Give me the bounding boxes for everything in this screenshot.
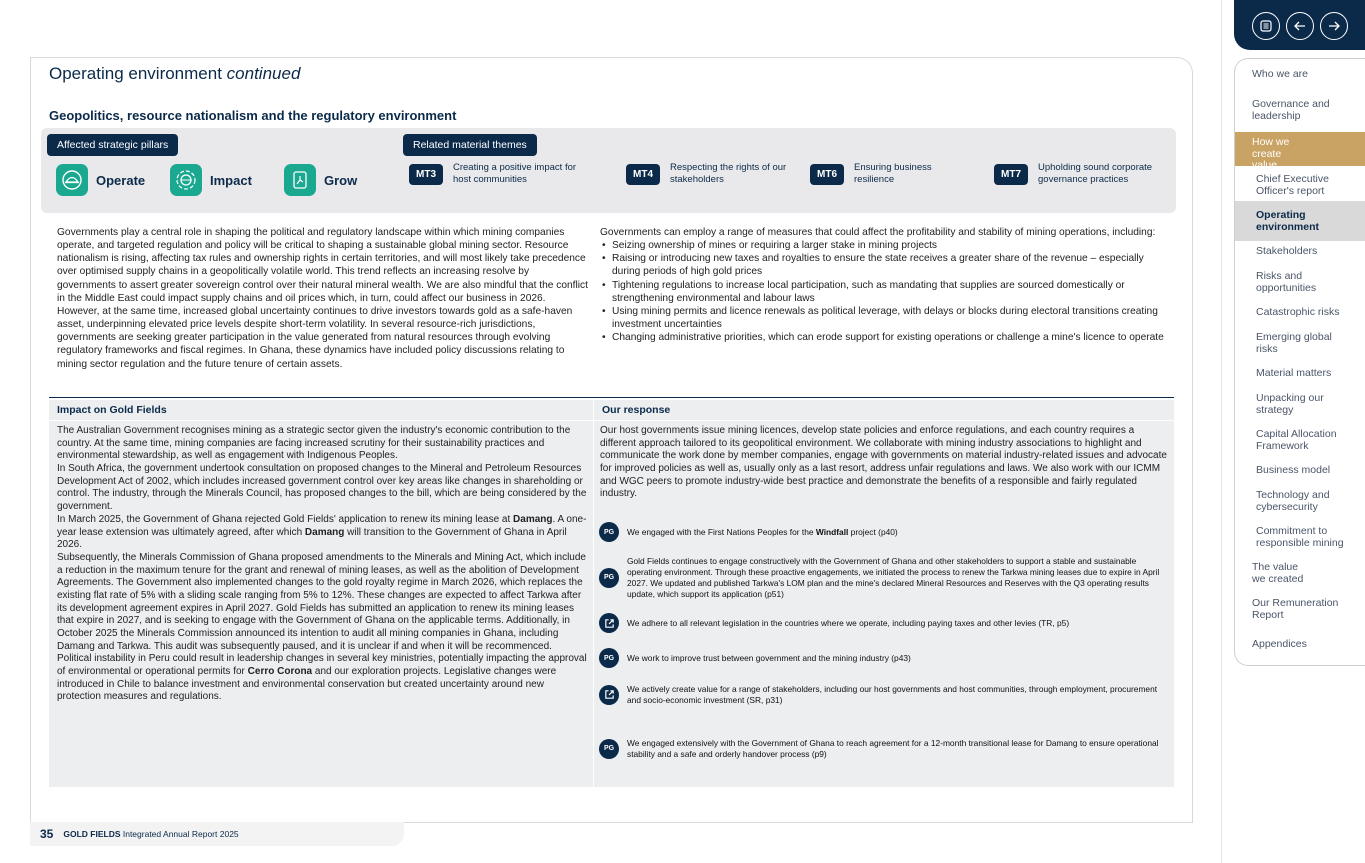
nav-toolbar	[1234, 0, 1365, 50]
nav-item[interactable]: Unpacking our strategy	[1256, 392, 1324, 416]
external-link-icon	[599, 685, 619, 705]
list-item: • Tightening regulations to increase local participation, such as mandating that supplies are sourced domestically or strengthening environmental and labour laws	[600, 279, 1165, 305]
response-item	[599, 648, 1171, 668]
theme-code: MT3	[409, 164, 443, 185]
response-text: We engaged extensively with the Government of Ghana to reach agreement for a 12-month transitional lease for Damang to ensure operational stability and a safe and orderly handover process (p9)	[627, 738, 1159, 759]
pg-icon: PG	[599, 568, 619, 588]
response-item	[599, 522, 1171, 542]
section-nav	[1234, 58, 1365, 666]
themes-tag: Related material themes	[403, 134, 537, 156]
nav-item[interactable]: Stakeholders	[1256, 245, 1318, 257]
impact-paragraph: In March 2025, the Government of Ghana rejected Gold Fields' application to renew its mining lease at Damang. A one-year lease extension was ultimately agreed, after which Damang will transition to the Government of Ghana in April 2026.	[57, 513, 587, 551]
globe-cycle-icon	[170, 164, 202, 196]
theme-text: Ensuring business resilience	[854, 162, 932, 185]
nav-item[interactable]: Our Remuneration Report	[1252, 597, 1339, 621]
nav-item-current[interactable]: Operating environment	[1235, 201, 1365, 241]
card-left-border	[30, 57, 31, 823]
back-button[interactable]	[1286, 12, 1314, 40]
intro-right-lead: Governments can employ a range of measures that could affect the profitability and stability of mining operations, including:	[600, 227, 1156, 238]
nav-item[interactable]: Technology and cybersecurity	[1256, 489, 1330, 513]
response-item[interactable]	[599, 613, 1171, 633]
response-heading: Our response	[593, 400, 1174, 420]
pillar-operate[interactable]	[56, 164, 145, 196]
pg-icon: PG	[599, 739, 619, 759]
nav-item[interactable]: Capital Allocation Framework	[1256, 428, 1337, 452]
response-item	[599, 738, 1171, 760]
list-item: • Seizing ownership of mines or requiring a larger stake in mining projects	[600, 239, 1165, 252]
response-text: We engaged with the First Nations Peoples for the Windfall project (p40)	[627, 526, 898, 537]
intro-right	[600, 226, 1165, 344]
nav-item[interactable]: The value we created	[1252, 561, 1304, 585]
page-number: 35	[40, 827, 54, 841]
nav-item[interactable]: Catastrophic risks	[1256, 306, 1340, 318]
nav-item-active-section[interactable]: How we create value	[1235, 132, 1365, 166]
response-text: We work to improve trust between government and the mining industry (p43)	[627, 652, 911, 663]
response-item	[599, 556, 1171, 600]
pillars-tag: Affected strategic pillars	[47, 134, 178, 156]
response-text: Gold Fields continues to engage constructively with the Government of Ghana and other stakeholders to support a stable and sustainable operating environment. Through these proactive engagements, we initiated the process to renew the Tarkwa mining leases due to expire in April 2027. We updated and published Tarkwa's LOM plan and the mine's declared Mineral Resources and Reserves with the Q3 operating results update, which support its application (p51)	[627, 556, 1160, 599]
growth-icon	[284, 164, 316, 196]
impact-paragraph: Subsequently, the Minerals Commission of Ghana proposed amendments to the Minerals and Mining Act, which include a reduction in the maximum tenure for the grant and renewal of mining leases, as well as the abolition of Development Agreements. The Government also implemented changes to the gold royalty regime in March 2026, which replaces the existing flat rate of 5% with a sliding scale ranging from 5% to 12%. These changes are expected to affect Tarkwa after its development agreement expires in April 2027. Gold Fields has submitted an application to renew its mining leases that expire in 2027, and is seeking to engage with the Government of Ghana on the applicable terms. Additionally, in October 2025 the Minerals Commission announced its intention to audit all mining companies in Ghana, including Damang and Tarkwa. This audit was subsequently paused, and it is unclear if and when it will be recommenced.	[57, 551, 586, 652]
nav-item[interactable]: Commitment to responsible mining	[1256, 525, 1344, 549]
theme-code: MT7	[994, 164, 1028, 185]
nav-item[interactable]: Business model	[1256, 464, 1331, 476]
nav-item[interactable]: Chief Executive Officer's report	[1256, 173, 1329, 197]
hard-hat-icon	[56, 164, 88, 196]
nav-item[interactable]: Who we are	[1252, 68, 1309, 80]
pillar-label: Impact	[210, 172, 252, 188]
nav-item[interactable]: Governance and leadership	[1252, 98, 1330, 122]
theme-mt6[interactable]	[810, 162, 954, 186]
impact-paragraph: In South Africa, the government undertook consultation on proposed changes to the Mineral and Petroleum Resources Development Act of 2002, which includes increased government control over key areas like changes in shareholding or control. The industry, through the Minerals Council, has proposed changes to the bill, which are being considered by the government.	[57, 463, 587, 513]
nav-item[interactable]: Material matters	[1256, 367, 1332, 379]
theme-text: Respecting the rights of our stakeholders	[670, 162, 787, 185]
response-item[interactable]	[599, 684, 1171, 706]
nav-item[interactable]: Appendices	[1252, 638, 1307, 650]
theme-code: MT6	[810, 164, 844, 185]
pillar-impact[interactable]	[170, 164, 252, 196]
page-footer	[30, 822, 404, 846]
theme-code: MT4	[626, 164, 660, 185]
pg-icon: PG	[599, 522, 619, 542]
page-title: Operating environment continued	[49, 64, 301, 83]
response-text: We adhere to all relevant legislation in the countries where we operate, including paying taxes and other levies (TR, p5)	[627, 617, 1070, 628]
theme-mt3[interactable]	[409, 162, 593, 186]
forward-button[interactable]	[1320, 12, 1348, 40]
impact-heading: Impact on Gold Fields	[49, 400, 593, 420]
nav-separator	[1221, 0, 1222, 863]
list-item: • Raising or introducing new taxes and royalties to ensure the state receives a greater share of the revenue – especially during periods of high gold prices	[600, 252, 1165, 278]
pillar-label: Grow	[324, 172, 358, 188]
impact-paragraph: The Australian Government recognises mining as a strategic sector given the industry's economic contribution to the country. At the same time, mining companies are facing increased scrutiny for their sustainability practices and environmental stewardship, as well as engagement with Indigenous Peoples.	[57, 425, 571, 462]
pillar-grow[interactable]	[284, 164, 357, 196]
nav-item[interactable]: Emerging global risks	[1256, 331, 1332, 355]
response-intro: Our host governments issue mining licences, develop state policies and enforce regulations, and each country requires a different approach tailored to its geopolitical environment. We collaborate with mining industry associations to highlight and communicate the work done by member companies, engage with governments on material industry-related issues and advocate for improved policies as well as, usually only as a last resort, address unfair regulations and laws. We also work with our ICMM and WGC peers to promote industry-wide best practice and demonstrate the benefits of a responsible and fairly regulated industry.	[600, 425, 1167, 500]
theme-mt7[interactable]	[994, 162, 1158, 186]
section-title: Geopolitics, resource nationalism and the regulatory environment	[49, 108, 457, 123]
list-item: • Changing administrative priorities, which can erode support for existing operations or challenge a mine's licence to operate	[600, 331, 1165, 344]
report-title: GOLD FIELDS Integrated Annual Report 2025	[63, 829, 239, 839]
nav-item[interactable]: Risks and opportunities	[1256, 270, 1317, 294]
impact-body	[57, 425, 589, 704]
measures-list	[600, 239, 1165, 344]
arrow-right-icon	[1327, 19, 1341, 33]
pillar-label: Operate	[96, 172, 146, 188]
response-text: We actively create value for a range of stakeholders, including our host governments and host communities, through employment, procurement and socio-economic investment (SR, p31)	[627, 684, 1158, 705]
impact-paragraph: Political instability in Peru could result in leadership changes in several key ministries, potentially impacting the approval of environmental or operational permits for Cerro Corona and our exploration projects. Legislative changes were introduced in Chile to balance investment and environmental conservation but created uncertainty around new protection measures and regulations.	[57, 653, 587, 703]
contents-button[interactable]	[1252, 12, 1280, 40]
theme-mt4[interactable]	[626, 162, 795, 186]
theme-text: Creating a positive impact for host communities	[453, 162, 577, 185]
divider	[49, 397, 1174, 398]
external-link-icon	[599, 613, 619, 633]
list-item: • Using mining permits and licence renewals as political leverage, with delays or blocks during electoral transitions creating investment uncertainties	[600, 305, 1165, 331]
pg-icon: PG	[599, 648, 619, 668]
arrow-left-icon	[1293, 19, 1307, 33]
theme-text: Upholding sound corporate governance practices	[1038, 162, 1153, 185]
intro-left: Governments play a central role in shaping the political and regulatory landscape within which mining companies operate, and targeted regulation and policy will be critical to shaping a sustainable global mining sector. Resource nationalism is rising, affecting tax rules and ownership rights in certain territories, and will most likely take precedence over optimised supply chains in a geopolitically volatile world. This trend reflects an increasing resolve by governments to assert greater sovereign control over their natural mineral wealth. We are also mindful that the conflict in the Middle East could impact supply chains and oil prices which, in turn, could affect our business in 2026. However, at the same time, increased global uncertainty continues to drive investors towards gold as a safe-haven asset, underpinning elevated price levels despite short-term volatility. In several resource-rich jurisdictions, governments are seeking greater participation in the value generated from natural resources through evolving regulatory frameworks and fiscal regimes. In Ghana, these dynamics have included policy discussions relating to mining sector regulation and the future tenure of certain assets.	[57, 227, 588, 370]
list-icon	[1259, 19, 1273, 33]
